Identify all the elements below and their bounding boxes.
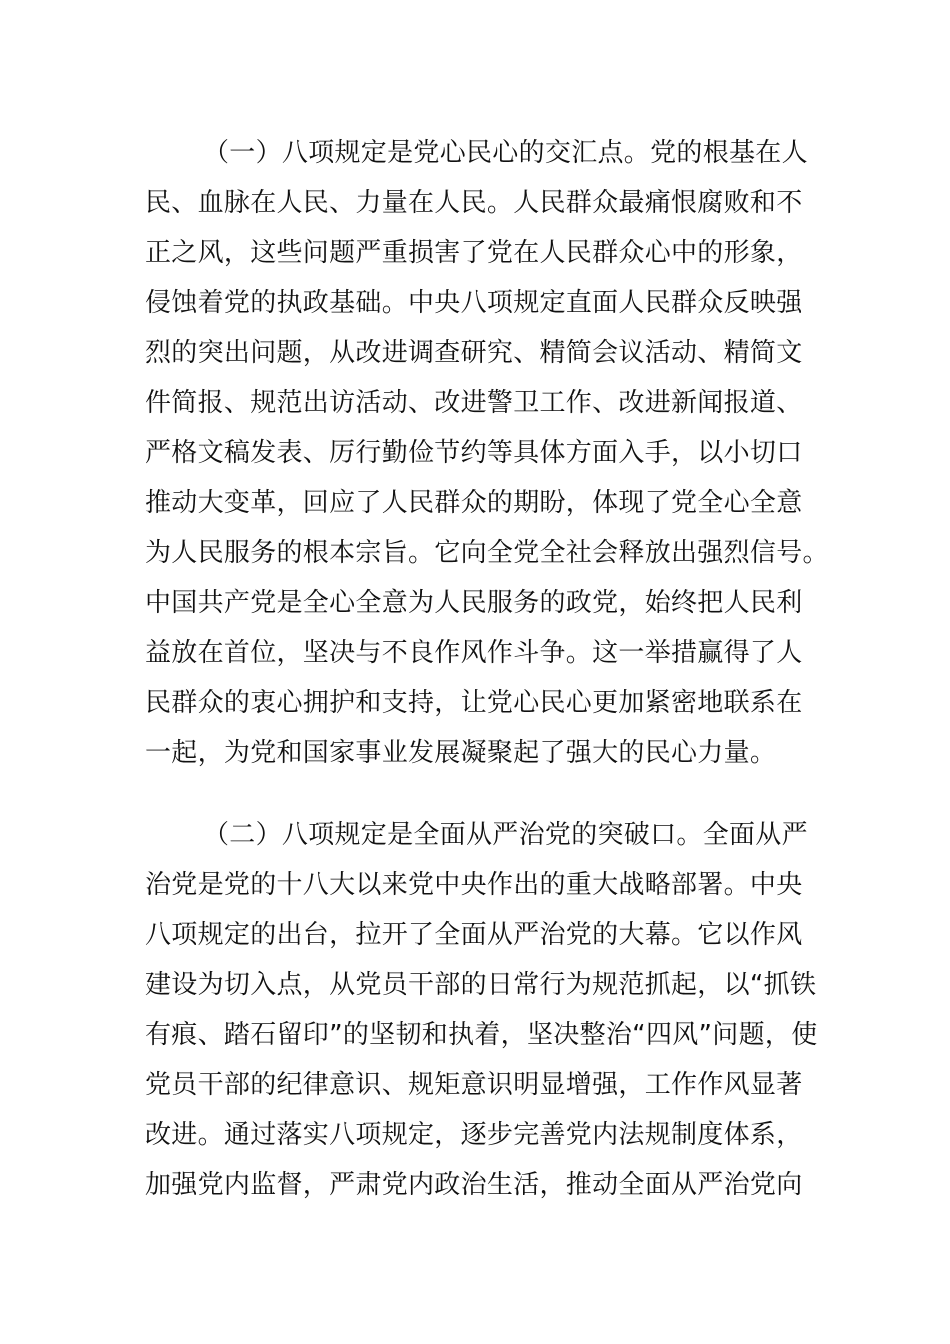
- paragraph-line: 为人民服务的根本宗旨。它向全党全社会释放出强烈信号。: [145, 538, 829, 568]
- paragraph-line: 中国共产党是全心全意为人民服务的政党，始终把人民利: [145, 588, 803, 618]
- paragraph-line: （一）八项规定是党心民心的交汇点。党的根基在人: [203, 138, 808, 168]
- paragraph-line: 治党是党的十八大以来党中央作出的重大战略部署。中央: [145, 870, 803, 900]
- paragraph-1: [145, 128, 829, 778]
- paragraph-line: 改进。通过落实八项规定，逐步完善党内法规制度体系，: [145, 1120, 803, 1150]
- paragraph-line: 一起，为党和国家事业发展凝聚起了强大的民心力量。: [145, 738, 777, 768]
- paragraph-line: 件简报、规范出访活动、改进警卫工作、改进新闻报道、: [145, 388, 803, 418]
- paragraph-line: 推动大变革，回应了人民群众的期盼，体现了党全心全意: [145, 488, 803, 518]
- paragraph-line: 建设为切入点，从党员干部的日常行为规范抓起，以“抓铁: [145, 970, 817, 1000]
- paragraph-line: 烈的突出问题，从改进调查研究、精简会议活动、精简文: [145, 338, 803, 368]
- paragraph-line: 益放在首位，坚决与不良作风作斗争。这一举措赢得了人: [145, 638, 803, 668]
- paragraph-line: （二）八项规定是全面从严治党的突破口。全面从严: [203, 820, 808, 850]
- paragraph-line: 侵蚀着党的执政基础。中央八项规定直面人民群众反映强: [145, 288, 803, 318]
- paragraph-line: 民群众的衷心拥护和支持，让党心民心更加紧密地联系在: [145, 688, 803, 718]
- paragraph-line: 正之风，这些问题严重损害了党在人民群众心中的形象，: [145, 238, 803, 268]
- paragraph-line: 有痕、踏石留印”的坚韧和执着，坚决整治“四风”问题，使: [145, 1020, 818, 1050]
- paragraph-line: 严格文稿发表、厉行勤俭节约等具体方面入手，以小切口: [145, 438, 803, 468]
- paragraph-line: 党员干部的纪律意识、规矩意识明显增强，工作作风显著: [145, 1070, 803, 1100]
- paragraph-2: [145, 810, 818, 1210]
- paragraph-line: 加强党内监督，严肃党内政治生活，推动全面从严治党向: [145, 1170, 803, 1200]
- paragraph-line: 民、血脉在人民、力量在人民。人民群众最痛恨腐败和不: [145, 188, 803, 218]
- paragraph-line: 八项规定的出台，拉开了全面从严治党的大幕。它以作风: [145, 920, 803, 950]
